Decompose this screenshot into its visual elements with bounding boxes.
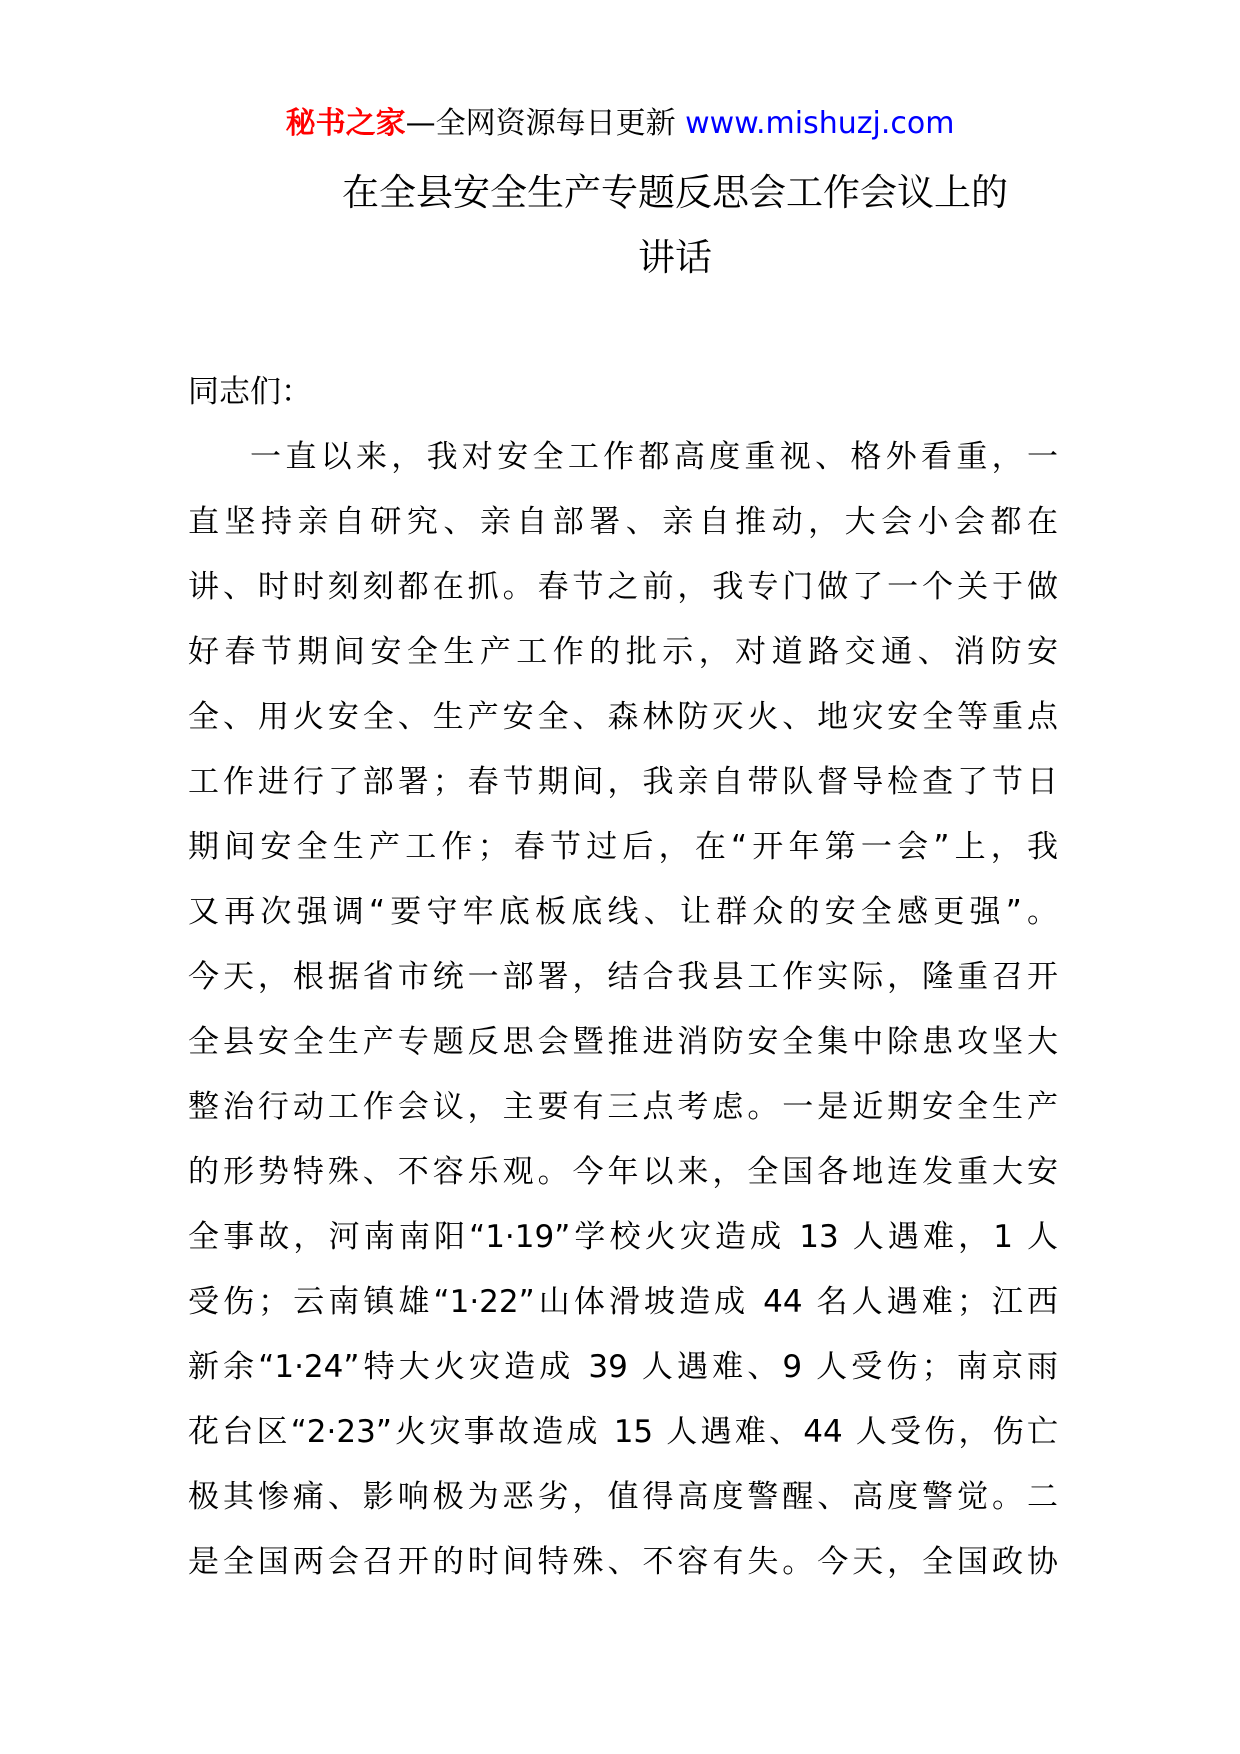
paragraph-line: 整治行动工作会议，主要有三点考虑。一是近期安全生产	[188, 1089, 1058, 1125]
paragraph-line: 受伤；云南镇雄“1·22”山体滑坡造成 44 名人遇难；江西	[188, 1284, 1058, 1320]
paragraph-line: 今天，根据省市统一部署，结合我县工作实际，隆重召开	[188, 959, 1058, 995]
paragraph-line: 好春节期间安全生产工作的批示，对道路交通、消防安	[188, 634, 1058, 670]
site-slogan: —全网资源每日更新	[405, 106, 686, 141]
salutation: 同志们：	[188, 374, 312, 410]
site-url-link[interactable]: www.mishuzj.com	[685, 106, 955, 141]
paragraph-line: 的形势特殊、不容乐观。今年以来，全国各地连发重大安	[188, 1154, 1058, 1190]
paragraph-line: 又再次强调“要守牢底板底线、让群众的安全感更强”。	[188, 894, 1058, 930]
paragraph-line: 全事故，河南南阳“1·19”学校火灾造成 13 人遇难，1 人	[188, 1219, 1058, 1255]
paragraph-line: 讲、时时刻刻都在抓。春节之前，我专门做了一个关于做	[188, 569, 1058, 605]
document-body	[188, 360, 1058, 1595]
paragraph-line: 一直以来，我对安全工作都高度重视、格外看重，一	[250, 439, 1058, 475]
paragraph-line: 直坚持亲自研究、亲自部署、亲自推动，大会小会都在	[188, 504, 1058, 540]
paragraph-line: 是全国两会召开的时间特殊、不容有失。今天，全国政协	[188, 1544, 1058, 1580]
paragraph-line: 全、用火安全、生产安全、森林防灭火、地灾安全等重点	[188, 699, 1058, 735]
title-line-2: 讲话	[638, 236, 712, 279]
paragraph-line: 全县安全生产专题反思会暨推进消防安全集中除患攻坚大	[188, 1024, 1058, 1060]
paragraph-line: 花台区“2·23”火灾事故造成 15 人遇难、44 人受伤，伤亡	[188, 1414, 1058, 1450]
paragraph-line: 极其惨痛、影响极为恶劣，值得高度警醒、高度警觉。二	[188, 1479, 1058, 1515]
title-line-1: 在全县安全生产专题反思会工作会议上的	[342, 171, 1008, 214]
paragraph-line: 期间安全生产工作；春节过后，在“开年第一会”上，我	[188, 829, 1058, 865]
site-header	[0, 100, 1240, 148]
paragraph-line: 新余“1·24”特大火灾造成 39 人遇难、9 人受伤；南京雨	[188, 1349, 1058, 1385]
brand-name: 秘书之家	[285, 106, 406, 141]
paragraph	[188, 425, 1058, 1595]
paragraph-line: 工作进行了部署；春节期间，我亲自带队督导检查了节日	[188, 764, 1058, 800]
document-title	[290, 160, 1060, 290]
